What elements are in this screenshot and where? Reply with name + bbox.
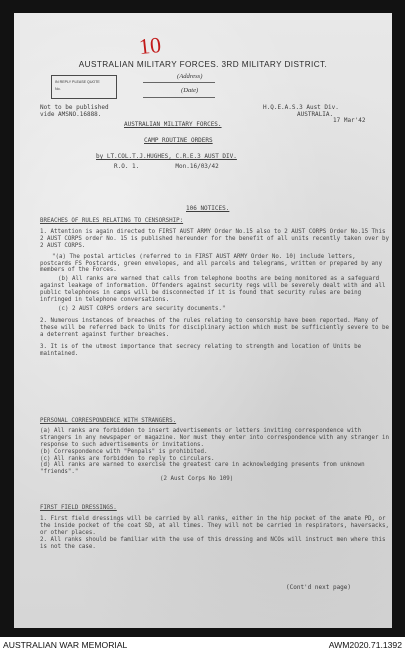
correspondence-section bbox=[40, 418, 390, 483]
publish-note-1: Not to be published bbox=[40, 104, 109, 111]
date-label: (Date) bbox=[181, 87, 199, 94]
censorship-para-3: 3. It is of the utmost importance that secrecy relating to strength and location of Units be maintained. bbox=[40, 343, 362, 357]
dressings-para-2: 2. All ranks should be familiar with the use of this dressing and NCOs will instruct men where this is not the case. bbox=[40, 536, 386, 550]
date-line bbox=[143, 97, 215, 98]
hq-line: H.Q.E.A.S.3 Aust Div. bbox=[263, 104, 339, 111]
location-line: AUSTRALIA. bbox=[297, 111, 334, 118]
censorship-para-c: (c) 2 AUST CORPS orders are security documents." bbox=[58, 305, 226, 312]
dressings-para-1: 1. First field dressings will be carried by all ranks, either in the hip pocket of the amate PD, or the inside pocket of the coat SD, at all times. They will not be carried in respirators, haversacks, or other places. bbox=[40, 515, 390, 536]
address-line bbox=[143, 82, 215, 83]
footer-institution: AUSTRALIAN WAR MEMORIAL bbox=[3, 640, 128, 650]
censorship-para-2: 2. Numerous instances of breaches of the rules relating to censorship have been reported. Many of these will be referred back to Units for disciplinary action which must be sufficiently severe to be a deterrent against further breaches. bbox=[40, 317, 390, 338]
address-label: (Address) bbox=[177, 73, 203, 80]
censorship-heading: BREACHES OF RULES RELATING TO CENSORSHIP: bbox=[40, 218, 184, 224]
red-stamp-number: 10 bbox=[137, 31, 163, 60]
footer-accession-number: AWM2020.71.1392 bbox=[328, 640, 402, 650]
censorship-section bbox=[40, 218, 390, 357]
censorship-para-a: "(a) The postal articles (referred to in FIRST AUST ARMY Order No. 10) include letters, postcards FS Postcards, green envelopes, and all parcels and telegrams, written or prepared by any members of the Forces. bbox=[40, 253, 383, 274]
notices-heading: 106 NOTICES. bbox=[186, 205, 230, 212]
publish-note-2: vide AMSNO.16888. bbox=[40, 111, 102, 118]
correspondence-para-a: (a) All ranks are forbidden to insert advertisements or letters inviting correspondence with strangers in any newspaper or magazine. Nor must they enter into correspondence with any stranger in response to such advertisements or invitations. bbox=[40, 427, 390, 448]
dressings-section bbox=[40, 505, 390, 550]
document-page bbox=[14, 13, 392, 628]
document-date: 17 Mar'42 bbox=[333, 117, 366, 124]
order-number-line: R.O. 1. Mon.16/03/42 bbox=[114, 163, 219, 170]
reply-box bbox=[51, 75, 117, 99]
correspondence-para-d: (d) All ranks are warned to exercise the greatest care in acknowledging presents from unknown "friends"." bbox=[40, 462, 365, 476]
censorship-para-1: 1. Attention is again directed to FIRST AUST ARMY Order No.15 also to 2 AUST CORPS Order No.15 This 2 AUST CORPS order No. 15 is published hereunder for the benefit of all units recently taken over by 2 AUST CORPS. bbox=[40, 228, 390, 249]
archive-footer bbox=[0, 637, 405, 653]
letterhead-title: AUSTRALIAN MILITARY FORCES. 3RD MILITARY DISTRICT. bbox=[78, 60, 328, 69]
forces-title: AUSTRALIAN MILITARY FORCES. bbox=[124, 121, 222, 128]
orders-title: CAMP ROUTINE ORDERS bbox=[144, 137, 213, 144]
reply-label: IN REPLY PLEASE QUOTE bbox=[55, 80, 100, 84]
authority-line: by LT.COL.T.J.HUGHES, C.R.E.3 AUST DIV. bbox=[96, 153, 237, 160]
correspondence-para-b: (b) Correspondence with "Penpals" is prohibited. bbox=[40, 448, 208, 455]
dressings-heading: FIRST FIELD DRESSINGS. bbox=[40, 505, 117, 511]
reply-number-label: No. bbox=[55, 87, 61, 91]
correspondence-para-c: (c) All ranks are forbidden to reply to circulars. bbox=[40, 455, 215, 462]
correspondence-heading: PERSONAL CORRESPONDENCE WITH STRANGERS. bbox=[40, 418, 177, 424]
censorship-para-b: (b) All ranks are warned that calls from telephone booths are being monitored as a safeguard against leakage of information. Offenders against security regs will be severely dealt with and all public telephones in camps will be disconnected if it is found that security rules are being infringed in telephone conversations. bbox=[40, 276, 386, 304]
continued-note: (Cont'd next page) bbox=[286, 584, 352, 591]
correspondence-reference: (2 Aust Corps No 109) bbox=[160, 476, 234, 483]
